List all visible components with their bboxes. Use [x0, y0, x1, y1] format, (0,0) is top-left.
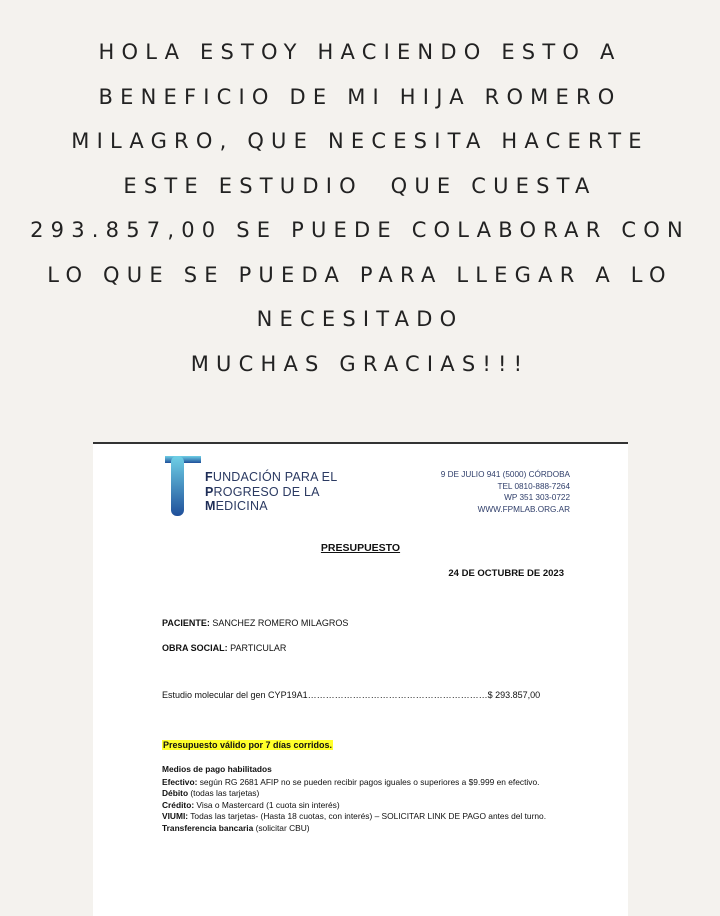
message-line: MILAGRO, QUE NECESITA HACERTE — [71, 129, 649, 153]
budget-document — [93, 442, 628, 916]
message-line: NECESITADO — [256, 307, 464, 331]
contact-tel: TEL 0810-888-7264 — [497, 481, 570, 491]
patient-field: PACIENTE: SANCHEZ ROMERO MILAGROS — [162, 618, 349, 628]
payment-methods — [162, 764, 562, 835]
fpm-logo-icon — [165, 454, 201, 518]
message-line: HOLA ESTOY HACIENDO ESTO A — [98, 40, 622, 64]
contact-wp: WP 351 303-0722 — [504, 493, 570, 503]
contact-info — [441, 469, 570, 515]
study-line-item: Estudio molecular del gen CYP19A1……………………………………………………$ 293.857,00 — [162, 690, 541, 700]
document-date: 24 DE OCTUBRE DE 2023 — [448, 568, 564, 579]
payment-row: Débito (todas las tarjetas) — [162, 788, 260, 799]
payment-header: Medios de pago habilitados — [162, 764, 272, 774]
contact-web: WWW.FPMLAB.ORG.AR — [477, 504, 570, 514]
message-line: MUCHAS GRACIAS!!! — [190, 351, 530, 376]
insurance-field: OBRA SOCIAL: PARTICULAR — [162, 643, 287, 653]
org-name: FUNDACIÓN PARA EL PROGRESO DE LA MEDICINA — [205, 470, 338, 513]
message-line: BENEFICIO DE MI HIJA ROMERO — [98, 84, 622, 109]
document-title: PRESUPUESTO — [320, 542, 401, 554]
validity-note: Presupuesto válido por 7 días corridos. — [163, 740, 333, 750]
message-line: ESTE ESTUDIO QUE CUESTA — [123, 173, 597, 198]
message-line: 293.857,00 SE PUEDE COLABORAR CON — [30, 218, 690, 242]
payment-row: Crédito: Visa o Mastercard (1 cuota sin interés) — [162, 799, 340, 810]
payment-row: Transferencia bancaria (solicitar CBU) — [162, 822, 310, 833]
donation-message — [0, 30, 720, 386]
payment-row: Efectivo: según RG 2681 AFIP no se pueden recibir pagos iguales o superiores a $9.999 en efectivo. — [162, 776, 540, 787]
payment-row: VIUMI: Todas las tarjetas- (Hasta 18 cuotas, con interés) – SOLICITAR LINK DE PAGO antes del turno. — [162, 811, 547, 822]
message-line: LO QUE SE PUEDA PARA LLEGAR A LO — [47, 262, 673, 287]
contact-address: 9 DE JULIO 941 (5000) CÓRDOBA — [440, 470, 570, 479]
